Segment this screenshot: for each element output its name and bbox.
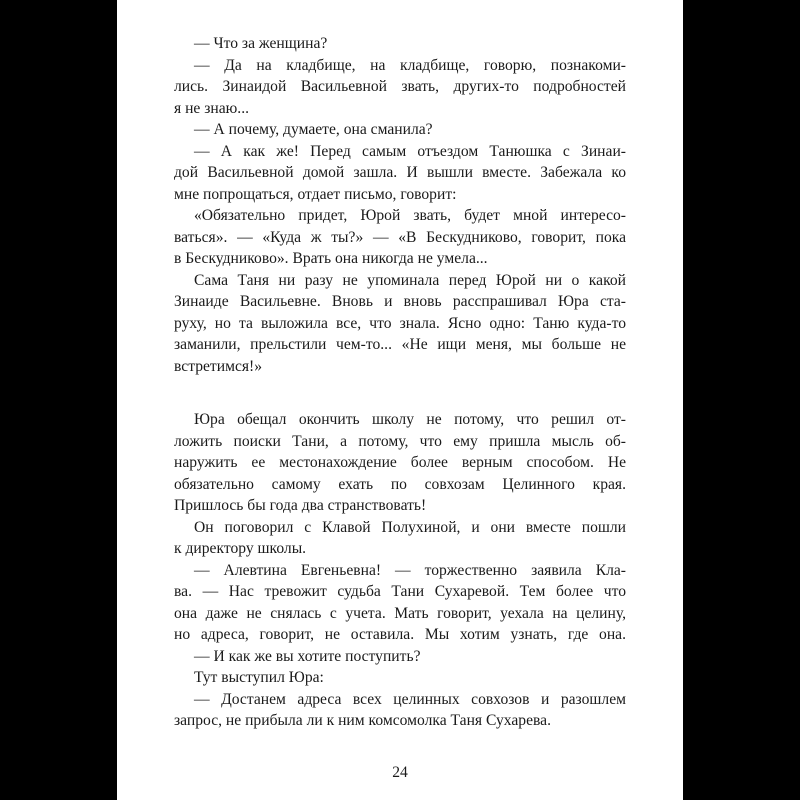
text-line: мне попрощаться, отдает письмо, говорит: xyxy=(174,185,457,203)
text-line: ложить поиски Тани, а потому, что ему пришла мысль об- xyxy=(174,432,626,450)
text-line: руху, но та выложила все, что знала. Ясно одно: Таню куда-то xyxy=(174,314,626,332)
text-line: к директору школы. xyxy=(174,540,307,557)
text-line: ваться». — «Куда ж ты?» — «В Бескудниково, говорит, пока xyxy=(174,228,626,246)
text-line: — Что за женщина? xyxy=(194,35,328,52)
text-line: обязательно самому ехать по совхозам Целинного края. xyxy=(174,475,626,493)
page-number: 24 xyxy=(392,764,408,781)
text-line: запрос, не прибыла ли к ним комсомолка Таня Сухарева. xyxy=(174,712,552,729)
text-line: но адреса, говорит, не оставила. Мы хотим узнать, где она. xyxy=(174,626,626,643)
text-line: Сама Таня ни разу не упоминала перед Юрой ни о какой xyxy=(194,271,626,289)
text-line: она даже не снялась с учета. Мать говорит, уехала на целину, xyxy=(174,604,626,622)
text-line: — А почему, думаете, она сманила? xyxy=(194,121,433,138)
text-line: в Бескудниково». Врать она никогда не умела... xyxy=(174,250,488,267)
text-line: я не знаю... xyxy=(174,99,250,117)
text-line: Зинаиде Васильевне. Вновь и вновь расспрашивал Юра ста- xyxy=(174,293,626,310)
book-page xyxy=(117,0,683,800)
page-text xyxy=(174,33,626,732)
text-line: — А как же! Перед самым отъездом Танюшка с Зинаи- xyxy=(194,142,626,160)
text-line: Он поговорил с Клавой Полухиной, и они вместе пошли xyxy=(194,518,626,536)
section-break xyxy=(174,377,626,409)
text-line: «Обязательно придет, Юрой звать, будет мной интересо- xyxy=(194,207,626,224)
text-line: дой Васильевной домой зашла. И вышли вместе. Забежала ко xyxy=(174,164,626,181)
text-line: — Алевтина Евгеньевна! — торжественно заявила Кла- xyxy=(194,561,626,579)
text-line: встретимся!» xyxy=(174,357,263,375)
text-line: заманили, прельстили чем-то... «Не ищи меня, мы больше не xyxy=(174,336,626,353)
text-line: ва. — Нас тревожит судьба Тани Сухаревой. Тем более что xyxy=(174,583,626,600)
text-line: Тут выступил Юра: xyxy=(194,669,324,686)
text-line: лись. Зинаидой Васильевной звать, других-то подробностей xyxy=(174,78,626,95)
text-line: — Достанем адреса всех целинных совхозов и разошлем xyxy=(194,690,626,708)
text-line: Пришлось бы года два странствовать! xyxy=(174,497,427,514)
text-line: наружить ее местонахождение более верным способом. Не xyxy=(174,454,626,471)
text-line: Юра обещал окончить школу не потому, что решил от- xyxy=(194,411,626,428)
text-line: — Да на кладбище, на кладбище, говорю, познакоми- xyxy=(194,56,626,74)
text-line: — И как же вы хотите поступить? xyxy=(194,647,421,665)
